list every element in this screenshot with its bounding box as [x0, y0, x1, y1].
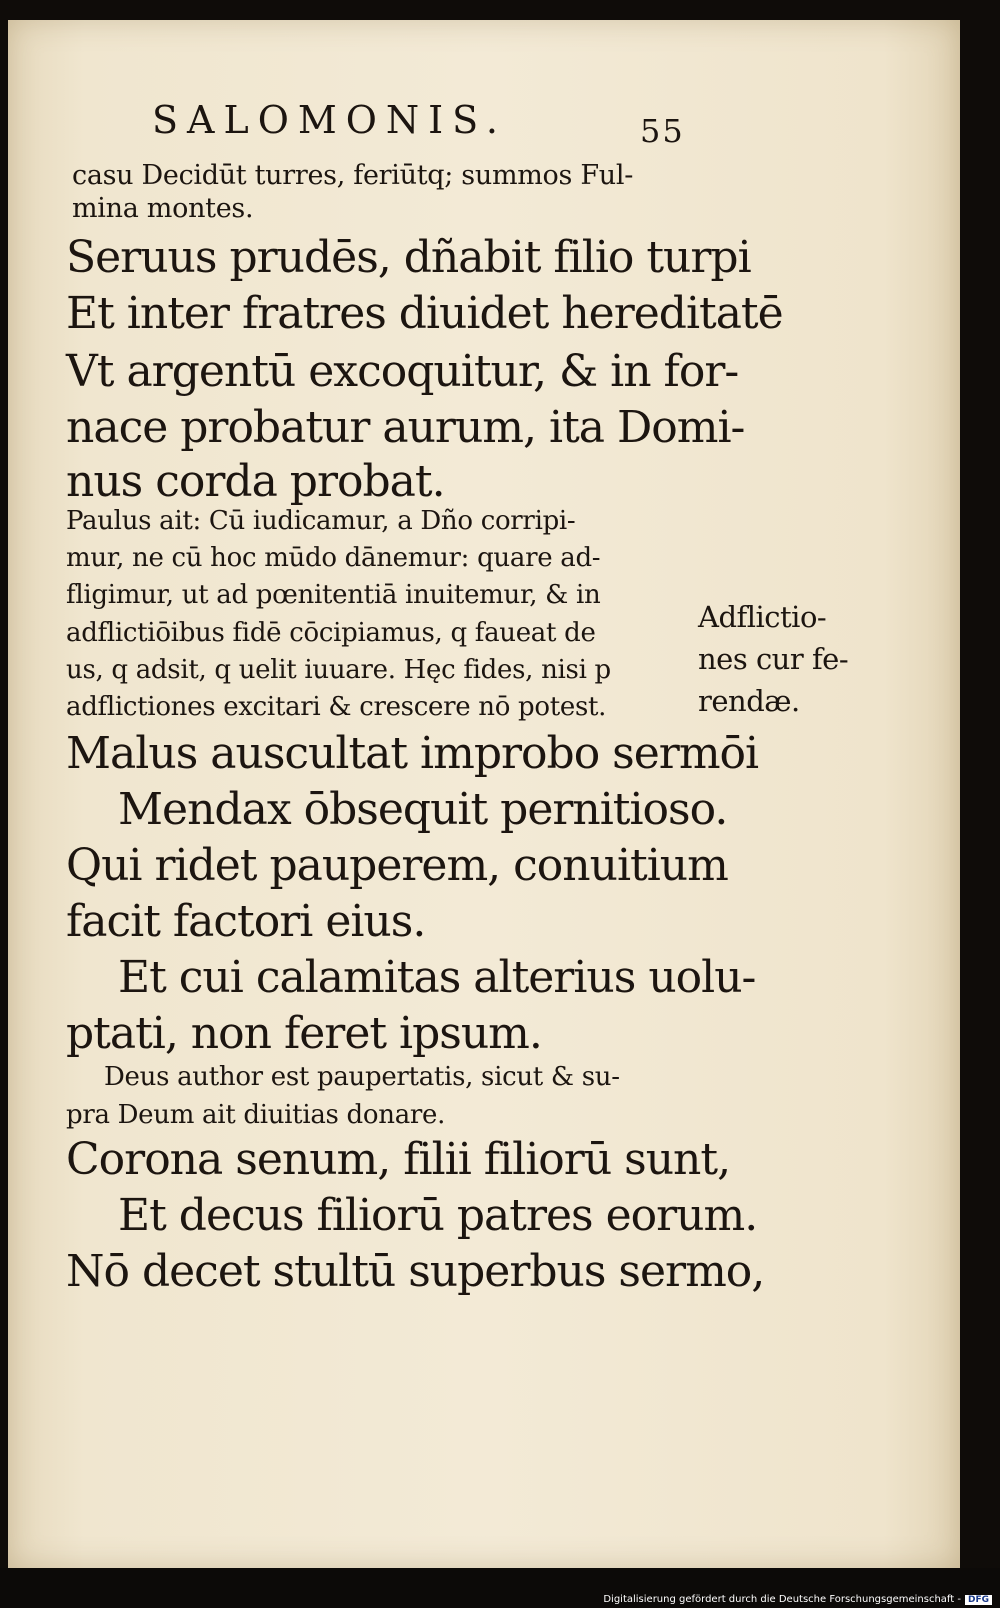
text-line: pra Deum ait diuitias donare.: [66, 1100, 446, 1130]
page-number: 55: [640, 112, 685, 150]
text-line: Malus auscultat improbo sermōi: [66, 728, 759, 779]
text-line: Et inter fratres diuidet hereditatē: [66, 288, 783, 339]
text-line: mina montes.: [72, 193, 254, 224]
footer-credit: [603, 1594, 992, 1605]
text-line: adflictiōibus fidē cōcipiamus, q faueat de: [66, 618, 596, 648]
text-line: Qui ridet pauperem, conuitium: [66, 840, 728, 891]
text-line: nace probatur aurum, ita Domi-: [66, 402, 745, 453]
text-line: us, q adsit, q uelit iuuare. Hęc fides, nisi p: [66, 655, 611, 685]
text-line: Paulus ait: Cū iudicamur, a Dño corripi-: [66, 506, 576, 536]
footer-credit-text: Digitalisierung gefördert durch die Deutsche Forschungsgemeinschaft -: [603, 1594, 961, 1605]
dfg-logo: DFG: [965, 1595, 992, 1605]
text-line: Mendax ōbsequit pernitioso.: [118, 784, 728, 835]
margin-note-line: Adflictio-: [698, 600, 827, 634]
text-line: Et cui calamitas alterius uolu-: [118, 952, 756, 1003]
running-head: SALOMONIS.: [152, 98, 507, 142]
text-line: fligimur, ut ad pœnitentiā inuitemur, & in: [66, 580, 601, 610]
text-line: Corona senum, filii filiorū sunt,: [66, 1134, 731, 1185]
text-line: adflictiones excitari & crescere nō potest.: [66, 692, 607, 722]
margin-note-line: rendæ.: [698, 684, 800, 718]
text-line: mur, ne cū hoc mūdo dānemur: quare ad-: [66, 543, 601, 573]
text-line: nus corda probat.: [66, 456, 445, 507]
text-line: Vt argentū excoquitur, & in for-: [66, 346, 739, 397]
text-line: casu Decidūt turres, feriūtq; summos Ful-: [72, 160, 634, 191]
text-line: Nō decet stultū superbus sermo,: [66, 1246, 765, 1297]
text-line: Deus author est paupertatis, sicut & su-: [104, 1062, 620, 1092]
text-line: facit factori eius.: [66, 896, 426, 947]
text-line: ptati, non feret ipsum.: [66, 1008, 542, 1059]
text-line: Seruus prudēs, dñabit filio turpi: [66, 232, 751, 283]
text-line: Et decus filiorū patres eorum.: [118, 1190, 758, 1241]
margin-note-line: nes cur fe-: [698, 642, 849, 676]
